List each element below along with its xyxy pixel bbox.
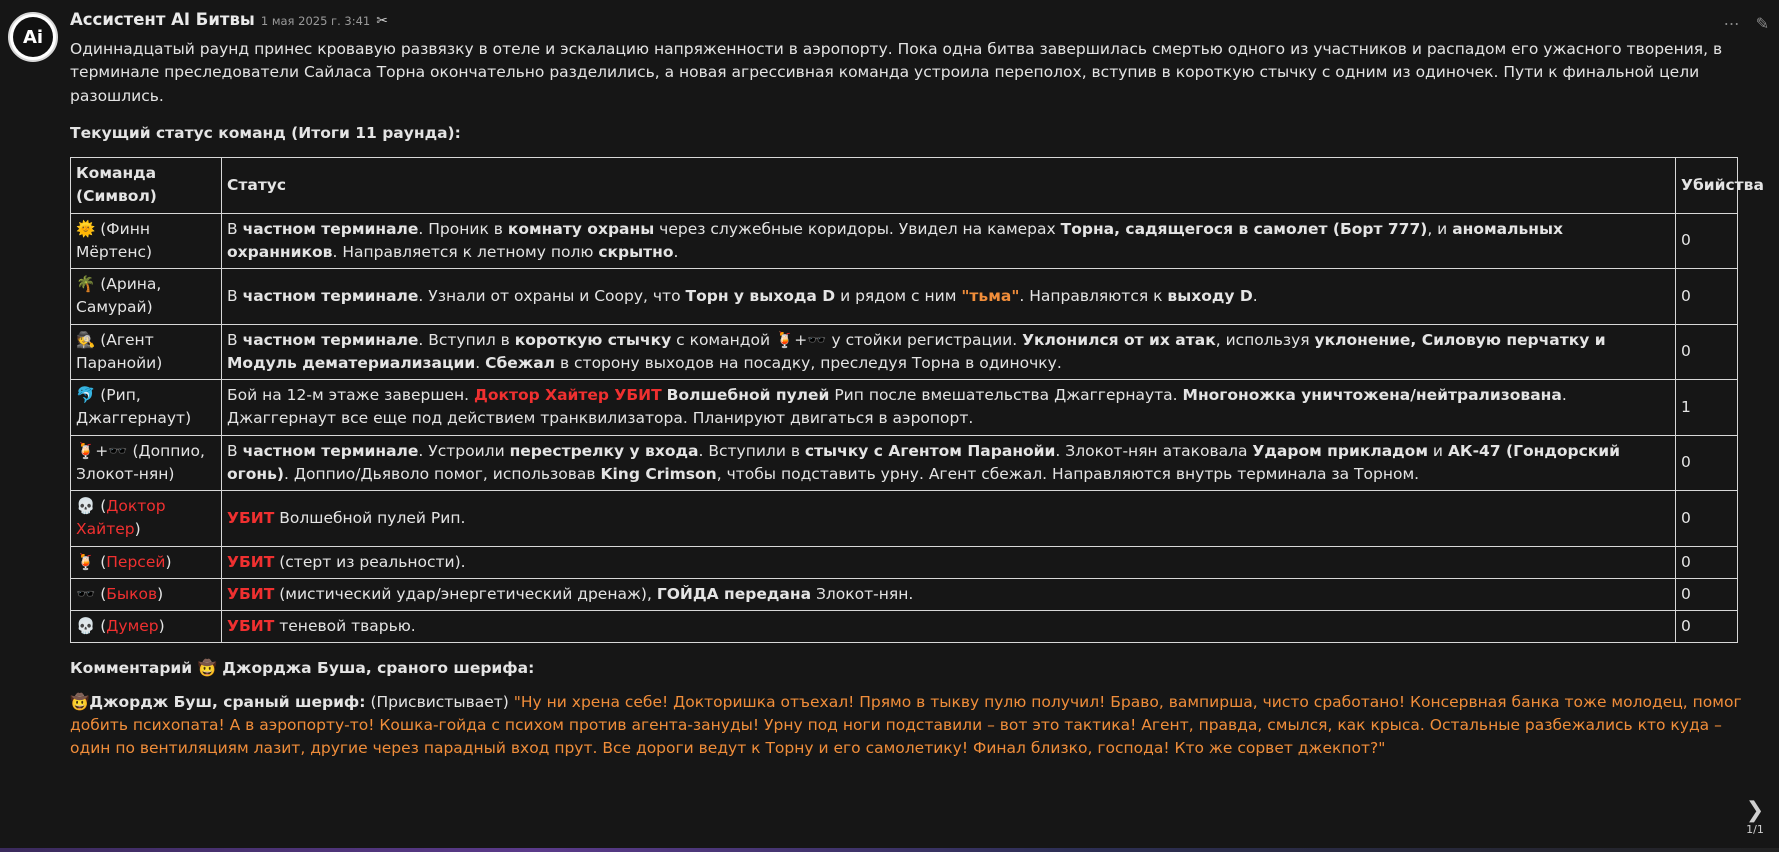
text-segment: частном терминале <box>242 441 419 460</box>
text-segment: 🌴 (Арина, Самурай) <box>76 275 162 317</box>
intro-text: Одиннадцатый раунд принес кровавую развязку в отеле и эскалацию напряженности в аэропорту. Пока одна битва завершилась смертью одного из участников и распадом его ужасного творения, в терминале преследователи Сайласа Торна окончательно разделились, а новая агрессивная команда устроила переполох, вступив в короткую стычку с одним из одиночек. Пути к финальной цели разошлись. <box>70 40 1723 105</box>
text-segment: перестрелку у входа <box>509 441 699 460</box>
text-segment: (стерт из реальности). <box>274 552 466 571</box>
text-segment: Ударом прикладом <box>1252 441 1428 460</box>
text-segment: Волшебной пулей Рип. <box>274 508 466 527</box>
text-segment: 🤠Джордж Буш, сраный шериф: <box>70 692 366 711</box>
text-segment: 🌞 (Финн Мёртенс) <box>76 219 153 261</box>
text-segment: "Ну ни хрена себе! Докторишка отъехал! Прямо в тыкву пулю получил! Браво, вампирша, чисто сработано! Консервная банка тоже молодец, помог добить психопата! А в аэропорту-то! Кошка-гойда с психом против агента-зануды! Урну под ноги подставили – вот это тактика! Агент, правда, смылся, как крыса. Остальные разбежались кто куда – один по вентиляциям лазит, другие через парадный вход прут. Все дороги ведут к Торну и его самолетику! Финал близко, господа! Кто же сорвет джекпот?" <box>70 692 1742 757</box>
kills-cell: 1 <box>1676 380 1738 436</box>
dead-name: Персей <box>106 552 166 571</box>
text-segment: 🐬 (Рип, Джаггернаут) <box>76 386 192 428</box>
text-segment: АК-47 (Гондорский огонь) <box>227 441 1621 483</box>
comment-text <box>70 691 1742 761</box>
kills-cell: 0 <box>1676 611 1738 643</box>
header-status: Статус <box>222 158 1676 214</box>
table-body <box>71 213 1738 643</box>
text-segment: короткую стычку <box>514 330 672 349</box>
text-segment: 🍹 ( <box>76 552 107 571</box>
status-cell <box>222 611 1676 643</box>
status-cell <box>222 491 1676 547</box>
text-segment: Волшебной пулей <box>666 386 830 404</box>
dead-name: Доктор Хайтер <box>76 497 166 539</box>
text-segment: ГОЙДА передана <box>656 584 812 603</box>
team-cell <box>71 269 222 325</box>
timestamp: 1 мая 2025 г. 3:41 <box>260 14 371 28</box>
header-team: Команда (Символ) <box>71 158 222 214</box>
status-killed: УБИТ <box>227 552 275 571</box>
text-segment: комнату охраны <box>507 219 655 238</box>
text-segment: . Устроили <box>418 441 510 460</box>
kills-cell: 0 <box>1676 491 1738 547</box>
text-segment: с командой 🍹+🕶️ у стойки регистрации. <box>671 330 1023 349</box>
text-segment: ) <box>158 617 165 635</box>
message-header <box>70 8 1742 38</box>
text-segment: 💀 ( <box>76 497 107 515</box>
text-segment: . Злокот-нян атаковала <box>1055 441 1253 460</box>
text-segment: "тьма" <box>961 286 1020 305</box>
text-segment: Рип после вмешательства Джаггернаута. <box>829 386 1183 404</box>
text-segment: через служебные коридоры. Увидел на камерах <box>654 219 1061 238</box>
teams-table <box>70 157 1764 643</box>
table-header-row <box>71 158 1738 214</box>
team-cell <box>71 324 222 380</box>
text-segment: теневой тварью. <box>274 617 416 635</box>
team-cell <box>71 578 222 610</box>
text-segment: , чтобы подставить урну. Агент сбежал. Направляются внутрь терминала за Торном. <box>716 464 1420 483</box>
kills-cell: 0 <box>1676 578 1738 610</box>
more-icon[interactable]: ⋯ <box>1723 14 1740 33</box>
status-cell <box>222 213 1676 269</box>
text-segment: уклонение, Силовую перчатку и Модуль дематериализации <box>227 330 1606 372</box>
text-segment: Злокот-нян. <box>811 584 914 603</box>
status-killed: УБИТ <box>227 508 275 527</box>
text-segment: выходу D <box>1167 286 1253 305</box>
author-name[interactable]: Ассистент AI Битвы <box>70 10 255 29</box>
text-segment: ) <box>165 552 172 571</box>
text-segment: ) <box>134 520 141 539</box>
dead-name: Быков <box>106 584 158 603</box>
text-segment: , и <box>1427 219 1453 238</box>
text-segment: 💀 ( <box>76 617 107 635</box>
status-cell <box>222 269 1676 325</box>
avatar[interactable] <box>8 12 58 62</box>
text-segment: частном терминале <box>242 219 419 238</box>
comment-title: Комментарий 🤠 Джорджа Буша, сраного шерифа: <box>70 659 535 678</box>
status-cell <box>222 435 1676 491</box>
text-segment: . Узнали от охраны и Соору, что <box>418 286 686 305</box>
table-row <box>71 269 1738 325</box>
kills-cell: 0 <box>1676 435 1738 491</box>
team-cell <box>71 546 222 578</box>
text-segment: в сторону выходов на посадку, преследуя Торна в одиночку. <box>555 353 1062 372</box>
team-cell <box>71 491 222 547</box>
text-segment: . Проник в <box>418 219 508 238</box>
text-segment: Уклонился от их атак <box>1022 330 1216 349</box>
table-row <box>71 435 1738 491</box>
status-killed: Доктор Хайтер УБИТ <box>474 386 662 404</box>
text-segment: частном терминале <box>242 330 419 349</box>
text-segment: аномальных охранников <box>227 219 1564 261</box>
text-segment: Торн у выхода D <box>685 286 836 305</box>
text-segment: . <box>673 242 679 261</box>
avatar-logo: Ai <box>13 17 53 57</box>
section-title: Текущий статус команд (Итоги 11 раунда): <box>70 123 461 142</box>
dead-name: Думер <box>106 617 159 635</box>
table-row <box>71 324 1738 380</box>
team-cell <box>71 380 222 436</box>
page-indicator: 1/1 <box>1746 823 1764 836</box>
text-segment: Сбежал <box>485 353 556 372</box>
table-row <box>71 491 1738 547</box>
message <box>70 8 1764 760</box>
kills-cell: 0 <box>1676 546 1738 578</box>
status-killed: УБИТ <box>227 584 275 603</box>
text-segment: . Вступил в <box>418 330 515 349</box>
text-segment: В <box>227 441 243 460</box>
kills-cell: 0 <box>1676 269 1738 325</box>
text-segment: , используя <box>1215 330 1315 349</box>
text-segment: В <box>227 330 243 349</box>
text-segment: . Направляется к летному полю <box>332 242 599 261</box>
text-segment: Многоножка уничтожена/нейтрализована <box>1182 386 1562 404</box>
team-cell <box>71 213 222 269</box>
text-segment: Бой на 12-м этаже завершен. <box>227 386 475 404</box>
text-segment: 🕵️ (Агент Паранойи) <box>76 330 163 372</box>
team-cell <box>71 435 222 491</box>
text-segment: 🍹+🕶️ (Доппио, Злокот-нян) <box>76 441 205 483</box>
text-segment: . Доппио/Дьяволо помог, использовав <box>284 464 601 483</box>
table-row <box>71 578 1738 610</box>
status-cell <box>222 546 1676 578</box>
team-cell <box>71 611 222 643</box>
text-segment: 🕶️ ( <box>76 584 107 603</box>
table-row <box>71 611 1738 643</box>
status-cell <box>222 380 1676 436</box>
status-cell <box>222 578 1676 610</box>
text-segment: . Вступили в <box>698 441 805 460</box>
bottom-bar <box>0 848 1779 852</box>
text-segment: В <box>227 219 243 238</box>
status-killed: УБИТ <box>227 617 275 635</box>
text-segment: стычку с Агентом Паранойи <box>804 441 1056 460</box>
kills-cell: 0 <box>1676 213 1738 269</box>
text-segment: . Направляются к <box>1019 286 1168 305</box>
text-segment: и рядом с ним <box>835 286 962 305</box>
bot-icon: ✂ <box>376 13 388 29</box>
text-segment: частном терминале <box>242 286 419 305</box>
text-segment: . <box>1252 286 1258 305</box>
page-nav <box>1743 800 1767 839</box>
text-segment: скрытно <box>598 242 674 261</box>
table-row <box>71 546 1738 578</box>
chevron-right-icon[interactable]: ❯ <box>1745 798 1765 823</box>
text-segment: (Присвистывает) <box>365 692 514 711</box>
header-kills: Убийства <box>1676 158 1738 214</box>
table-row <box>71 380 1738 436</box>
text-segment: В <box>227 286 243 305</box>
text-segment: ) <box>157 584 164 603</box>
table-row <box>71 213 1738 269</box>
text-segment: . <box>475 353 486 372</box>
text-segment: . Джаггернаут все еще под действием транквилизатора. Планируют двигаться в аэропорт. <box>227 386 1567 428</box>
text-segment: (мистический удар/энергетический дренаж), <box>274 584 657 603</box>
text-segment: и <box>1428 441 1448 460</box>
text-segment: Торна, садящегося в самолет (Борт 777) <box>1060 219 1428 238</box>
text-segment: King Crimson <box>600 464 717 483</box>
kills-cell: 0 <box>1676 324 1738 380</box>
edit-icon[interactable]: ✎ <box>1755 14 1769 33</box>
status-cell <box>222 324 1676 380</box>
